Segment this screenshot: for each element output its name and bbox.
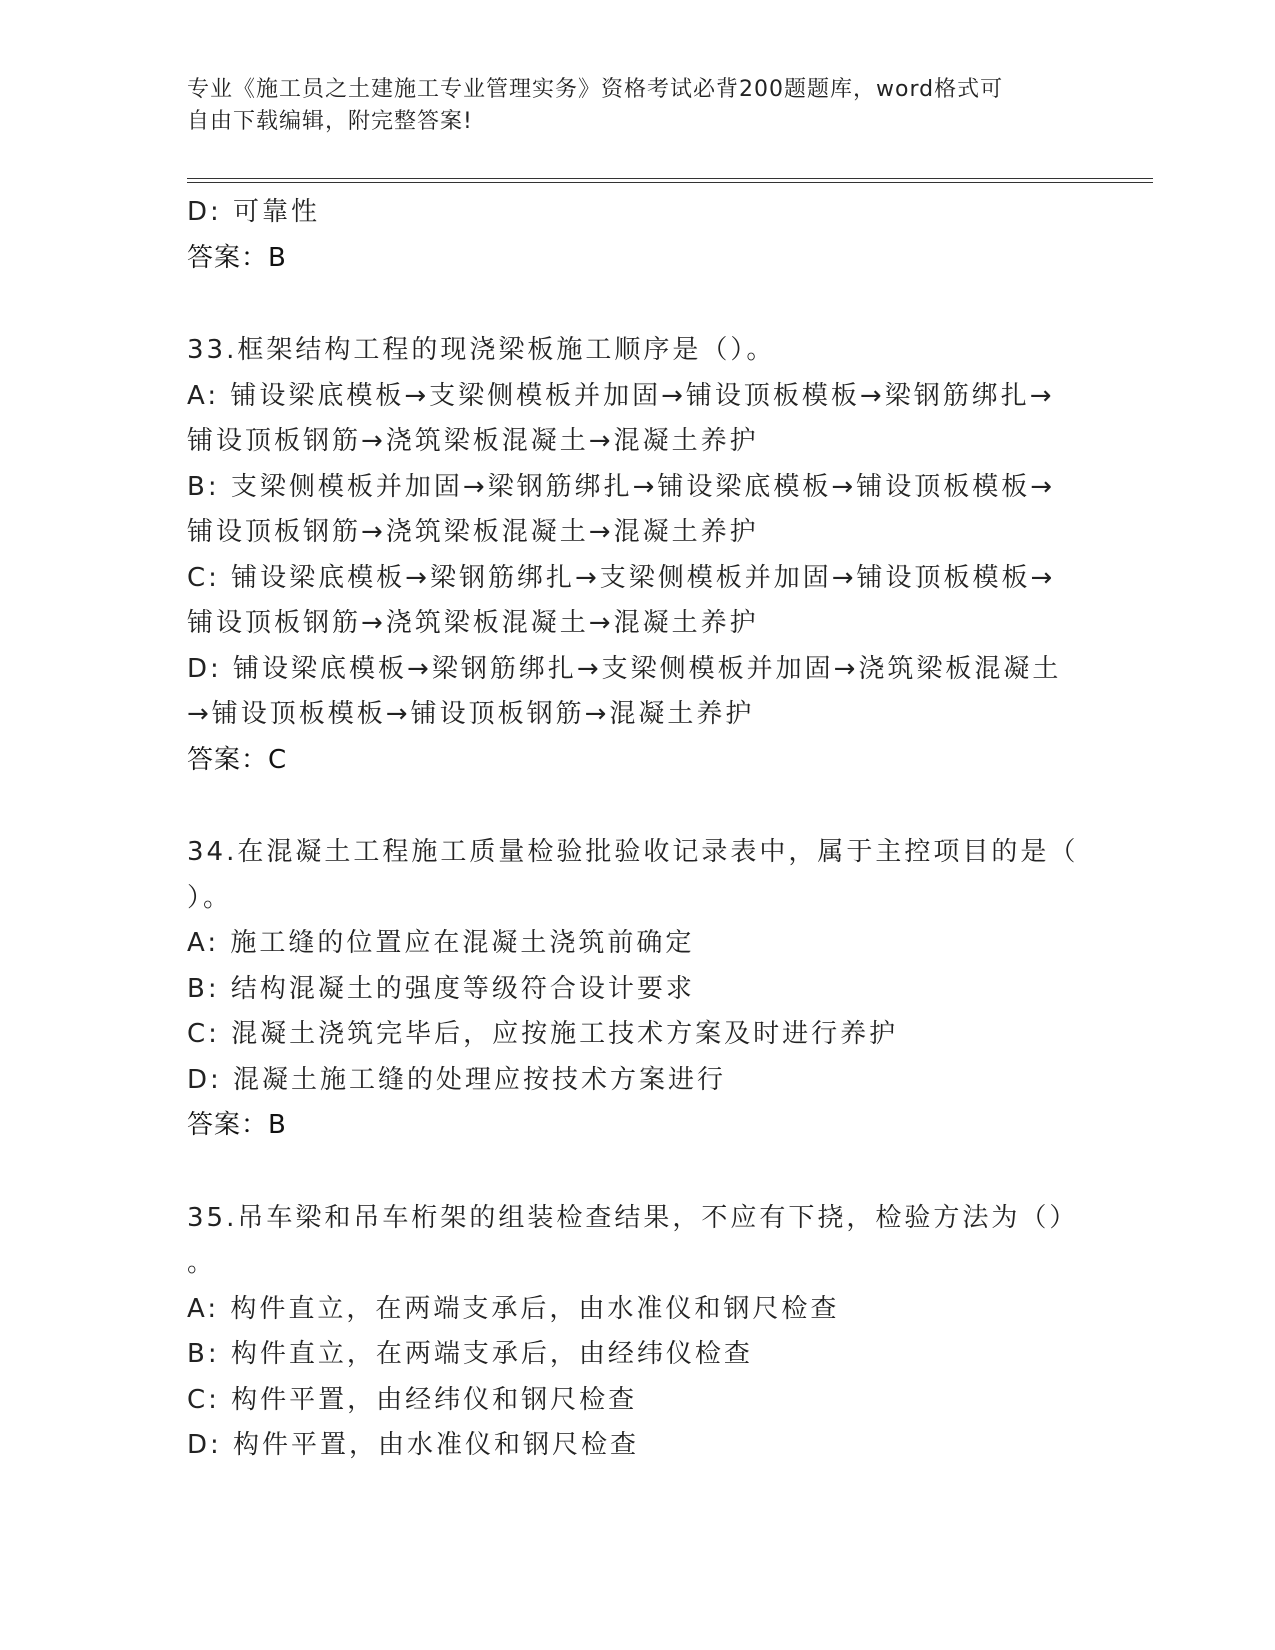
option-b: B: 支梁侧模板并加固→梁钢筋绑扎→铺设梁底模板→铺设顶板模板→	[187, 471, 1056, 502]
option-d-cont: →铺设顶板模板→铺设顶板钢筋→混凝土养护	[187, 699, 755, 729]
question-stem-cont: ）。	[187, 882, 233, 913]
option-b-cont: 铺设顶板钢筋→浇筑梁板混凝土→混凝土养护	[187, 517, 759, 547]
question-34	[187, 830, 1087, 1149]
header-line-2: 自由下载编辑，附完整答案!	[187, 109, 473, 134]
option-d: D: 构件平置，由水准仪和钢尺检查	[187, 1430, 640, 1460]
option-d: D: 可靠性	[187, 197, 321, 227]
question-stem: 34.在混凝土工程施工质量检验批验收记录表中，属于主控项目的是（	[187, 837, 1079, 867]
question-stem: 35.吊车梁和吊车桁架的组装检查结果，不应有下挠，检验方法为（）	[187, 1202, 1079, 1233]
document-header	[187, 74, 1067, 138]
option-c: C: 铺设梁底模板→梁钢筋绑扎→支梁侧模板并加固→铺设顶板模板→	[187, 562, 1056, 593]
option-d: D: 铺设梁底模板→梁钢筋绑扎→支梁侧模板并加固→浇筑梁板混凝土	[187, 653, 1062, 684]
question-32-tail	[187, 190, 1087, 281]
option-a: A: 构件直立，在两端支承后，由水准仪和钢尺检查	[187, 1293, 840, 1324]
header-divider-top	[187, 178, 1153, 179]
option-c-cont: 铺设顶板钢筋→浇筑梁板混凝土→混凝土养护	[187, 608, 759, 638]
question-stem-cont: 。	[187, 1248, 217, 1278]
option-a-cont: 铺设顶板钢筋→浇筑梁板混凝土→混凝土养护	[187, 426, 759, 456]
answer-label: 答案：B	[187, 242, 287, 273]
question-list	[187, 190, 1087, 1469]
question-33	[187, 328, 1087, 783]
option-a: A: 铺设梁底模板→支梁侧模板并加固→铺设顶板模板→梁钢筋绑扎→	[187, 380, 1055, 411]
option-b: B: 结构混凝土的强度等级符合设计要求	[187, 973, 695, 1004]
header-divider-bottom	[187, 182, 1153, 183]
option-b: B: 构件直立，在两端支承后，由经纬仪检查	[187, 1339, 753, 1369]
option-d: D: 混凝土施工缝的处理应按技术方案进行	[187, 1064, 727, 1095]
option-c: C: 混凝土浇筑完毕后，应按施工技术方案及时进行养护	[187, 1019, 899, 1049]
question-stem: 33.框架结构工程的现浇梁板施工顺序是（）。	[187, 335, 776, 365]
question-35	[187, 1196, 1087, 1469]
option-a: A: 施工缝的位置应在混凝土浇筑前确定	[187, 928, 695, 958]
header-line-1: 专业《施工员之土建施工专业管理实务》资格考试必背200题题库，word格式可	[187, 77, 1004, 102]
answer-label: 答案：C	[187, 744, 288, 775]
answer-label: 答案：B	[187, 1110, 287, 1140]
option-c: C: 构件平置，由经纬仪和钢尺检查	[187, 1384, 638, 1415]
